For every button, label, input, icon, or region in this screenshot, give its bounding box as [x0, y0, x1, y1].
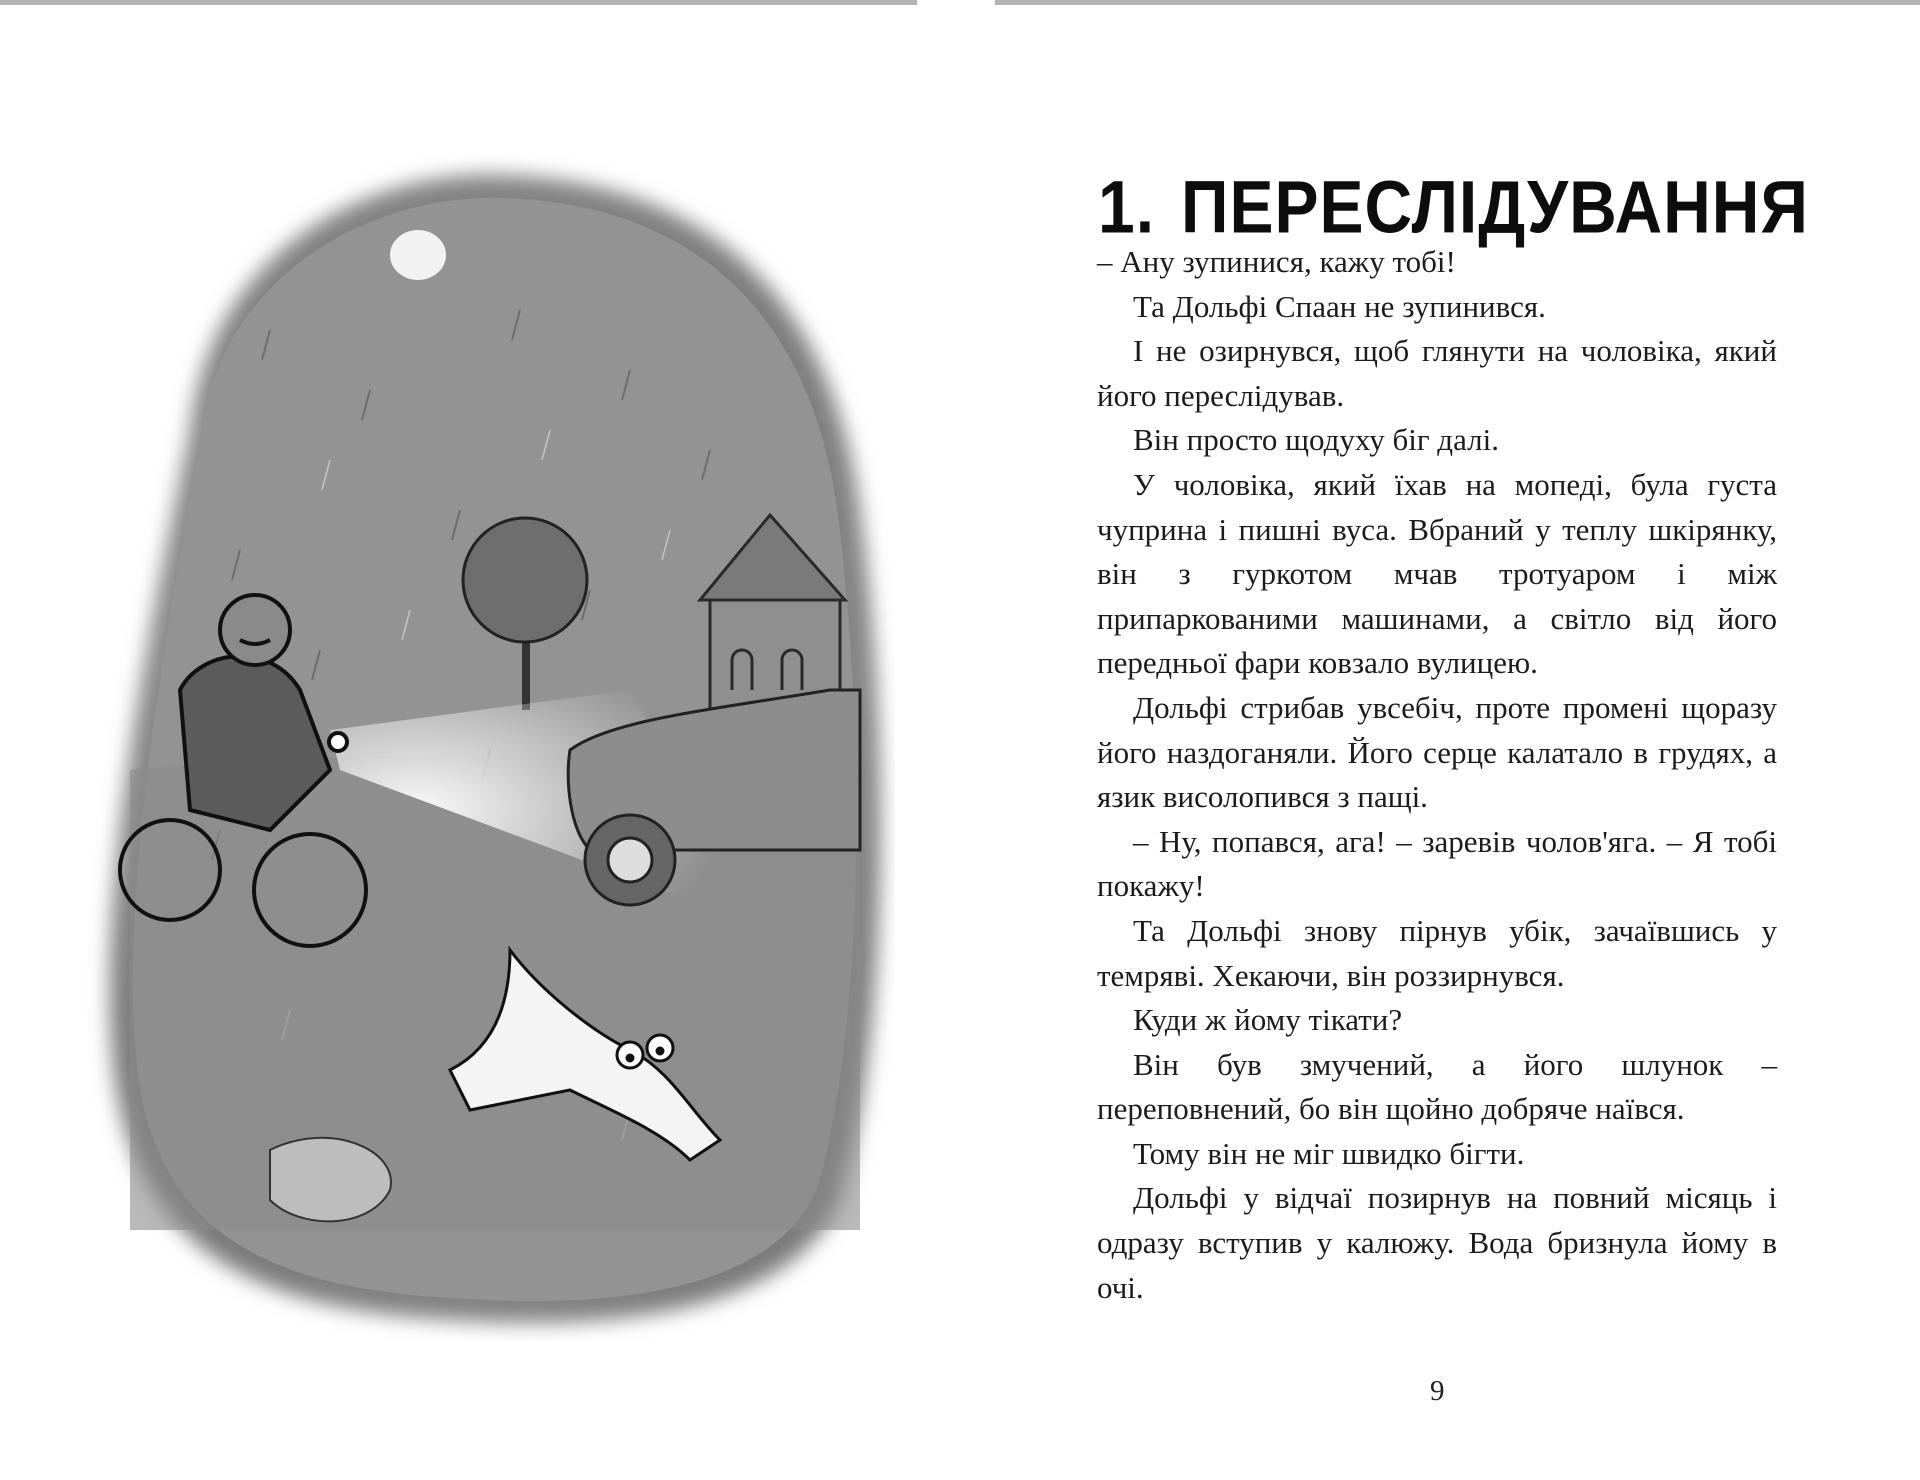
illustration-image [70, 130, 895, 1340]
chapter-title-text: ПЕРЕСЛІДУВАННЯ [1181, 165, 1809, 249]
right-page [995, 0, 1920, 1480]
paragraph: І не озирнувся, щоб глянути на чоловіка, який його переслідував. [1097, 333, 1777, 413]
chapter-number: 1. [1098, 165, 1156, 249]
paragraph: Та Дольфі знову пірнув убік, зачаївшись у темряві. Хекаючи, він роззирнувся. [1097, 912, 1777, 993]
paragraph: Та Дольфі Спаан не зупинився. [1133, 288, 1546, 324]
paragraph: Дольфі у відчаї позирнув на повний місяць і одразу вступив у калюжу. Вода бризнула йому в очі. [1097, 1180, 1777, 1305]
paragraph: – Ану зупинися, кажу тобі! [1097, 244, 1456, 279]
illustration-svg [70, 130, 895, 1340]
moon-icon [390, 230, 446, 280]
chapter-body [1097, 240, 1777, 1310]
paragraph: У чоловіка, який їхав на мопеді, була густа чуприна і пишні вуса. Вбраний у теплу шкірянку, він з гуркотом мчав тротуаром і між припаркованими машинами, а світло від його передньої фари ковзало вулицею. [1097, 466, 1777, 681]
paragraph: Він просто щодуху біг далі. [1133, 422, 1499, 458]
paragraph: Куди ж йому тікати? [1133, 1002, 1403, 1038]
paragraph: – Ну, попався, ага! – заревів чолов'яга. – Я тобі покажу! [1097, 823, 1777, 904]
page-number: 9 [1430, 1375, 1445, 1407]
paragraph: Він був змучений, а його шлунок – переповнений, бо він щойно добряче наївся. [1097, 1046, 1777, 1127]
chapter-title [1098, 164, 1809, 249]
left-page [0, 0, 917, 1480]
paragraph: Тому він не міг швидко бігти. [1133, 1135, 1525, 1171]
paragraph: Дольфі стрибав увсебіч, проте промені щоразу його наздоганяли. Його серце калатало в грудях, а язик висолопився з пащі. [1097, 689, 1777, 815]
